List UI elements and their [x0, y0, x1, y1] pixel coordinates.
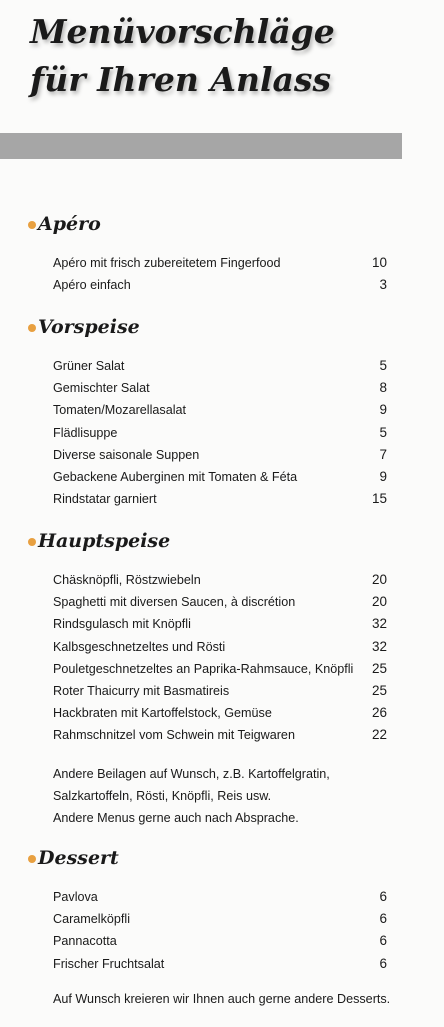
menu-item: [0, 591, 444, 613]
menu-item: [0, 377, 444, 399]
section-heading: [0, 314, 444, 342]
note-text: Andere Beilagen auf Wunsch, z.B. Kartoffelgratin,: [53, 767, 330, 781]
bullet-dot-icon: [28, 221, 36, 229]
menu-item-price: 25: [371, 682, 387, 698]
menu-item: [0, 702, 444, 724]
menu-item: [0, 569, 444, 591]
section-heading-text: Hauptspeise: [38, 530, 171, 552]
menu-item-price: 9: [379, 468, 387, 484]
note-text: Auf Wunsch kreieren wir Ihnen auch gerne andere Desserts.: [53, 992, 391, 1006]
menu-item-price: 9: [379, 402, 387, 418]
menu-item: [0, 658, 444, 680]
section-heading: [0, 845, 444, 873]
section-vorspeise: [0, 314, 444, 510]
menu-item-name: Apéro einfach: [53, 278, 131, 293]
bullet-dot-icon: [28, 538, 36, 546]
menu-item-name: Pavlova: [53, 890, 98, 904]
menu-item: [0, 355, 444, 377]
menu-item-name: Chäsknöpfli, Röstzwiebeln: [53, 573, 201, 587]
menu-item-price: 20: [371, 594, 387, 610]
menu-item: [0, 886, 444, 908]
menu-item: [0, 252, 444, 274]
menu-item-price: 25: [371, 660, 387, 676]
menu-item-name: Diverse saisonale Suppen: [53, 447, 200, 462]
menu-item-price: 32: [371, 638, 387, 654]
section-dessert: [0, 845, 444, 975]
menu-item: [0, 930, 444, 952]
menu-item-price: 20: [371, 572, 387, 587]
menu-item: [0, 724, 444, 746]
menu-item: [0, 466, 444, 488]
menu-item-price: 8: [379, 380, 387, 396]
menu-item: [0, 274, 444, 296]
menu-item-price: 6: [379, 911, 387, 927]
menu-item: [0, 953, 444, 975]
menu-item-name: Kalbsgeschnetzeltes und Rösti: [53, 639, 226, 654]
menu-item-name: Roter Thaicurry mit Basmatireis: [53, 683, 230, 698]
section-heading-text: Vorspeise: [38, 316, 140, 338]
menu-item: [0, 444, 444, 466]
menu-item-name: Tomaten/Mozarellasalat: [53, 403, 186, 418]
menu-item-list: [0, 886, 444, 975]
menu-item-name: Frischer Fruchtsalat: [53, 956, 165, 971]
note-text: Andere Menus gerne auch nach Absprache.: [53, 811, 299, 825]
section-hauptspeise: [0, 528, 444, 747]
menu-item-name: Flädlisuppe: [53, 425, 118, 440]
menu-item-list: [0, 252, 444, 296]
menu-item-name: Rindsgulasch mit Knöpfli: [53, 617, 191, 632]
title-line-1: Menüvorschläge: [30, 12, 335, 51]
note-text: Salzkartoffeln, Rösti, Knöpfli, Reis usw.: [53, 789, 272, 803]
menu-item: [0, 636, 444, 658]
section-heading: [0, 528, 444, 556]
menu-item-price: 5: [379, 358, 387, 373]
title-line-2: für Ihren Anlass: [30, 60, 332, 99]
menu-item-name: Rindstatar garniert: [53, 492, 157, 507]
menu-item-price: 7: [379, 446, 387, 462]
bullet-dot-icon: [28, 324, 36, 332]
menu-item-price: 6: [379, 933, 387, 949]
menu-item-name: Grüner Salat: [53, 359, 125, 373]
section-heading-text: Apéro: [38, 213, 101, 235]
menu-item: [0, 613, 444, 635]
menu-item-price: 22: [371, 727, 387, 743]
menu-item-name: Gebackene Auberginen mit Tomaten & Féta: [53, 469, 298, 484]
menu-item-name: Gemischter Salat: [53, 381, 150, 396]
menu-item-name: Pannacotta: [53, 934, 117, 949]
section-apero: [0, 211, 444, 296]
menu-item-price: 3: [379, 277, 387, 293]
menu-item-list: [0, 569, 444, 747]
menu-item: [0, 422, 444, 444]
menu-item: [0, 488, 444, 510]
menu-item-name: Apéro mit frisch zubereitetem Fingerfood: [53, 256, 281, 270]
menu-item-price: 10: [371, 255, 387, 270]
bullet-dot-icon: [28, 855, 36, 863]
section-heading: [0, 211, 444, 239]
section-heading-text: Dessert: [38, 847, 119, 869]
menu-item-name: Hackbraten mit Kartoffelstock, Gemüse: [53, 706, 272, 721]
page-title: [30, 8, 430, 104]
menu-item-price: 15: [371, 491, 387, 507]
menu-item-price: 6: [379, 889, 387, 904]
menu-item-name: Rahmschnitzel vom Schwein mit Teigwaren: [53, 728, 295, 743]
menu-item: [0, 908, 444, 930]
menu-item-name: Caramelköpfli: [53, 912, 130, 927]
menu-item: [0, 680, 444, 702]
menu-item: [0, 399, 444, 421]
menu-item-price: 5: [379, 424, 387, 440]
menu-item-price: 6: [379, 955, 387, 971]
menu-item-price: 32: [371, 616, 387, 632]
menu-item-name: Pouletgeschnetzeltes an Paprika-Rahmsauce, Knöpfli: [53, 661, 354, 676]
menu-item-price: 26: [371, 705, 387, 721]
header-divider-bar: [0, 133, 402, 159]
menu-item-name: Spaghetti mit diversen Saucen, à discrétion: [53, 595, 296, 610]
menu-item-list: [0, 355, 444, 510]
